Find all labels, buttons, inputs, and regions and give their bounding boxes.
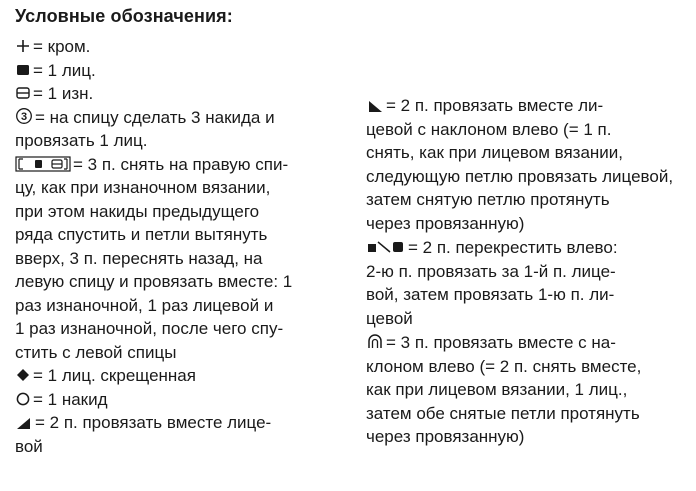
legend-entry-text: = 2 п. провязать вместе лице- xyxy=(35,413,272,432)
legend-entry-text: при этом накиды предыдущего xyxy=(15,201,260,221)
legend-left-column xyxy=(15,35,327,458)
legend-entry-line xyxy=(15,176,327,200)
legend-entry-line xyxy=(15,364,327,388)
legend-entry-text: вверх, 3 п. переснять назад, на xyxy=(15,248,263,268)
legend-entry xyxy=(15,59,327,83)
legend-entry-text: = 2 п. перекрестить влево: xyxy=(408,238,618,257)
legend-entry xyxy=(15,411,327,458)
legend-entry-text: левую спицу и провязать вместе: 1 xyxy=(15,272,293,291)
legend-entry xyxy=(366,94,676,235)
legend-entry-line xyxy=(15,129,327,153)
legend-entry-text: вой, затем провязать 1-ю п. ли- xyxy=(366,285,615,304)
legend-entry-line xyxy=(15,82,327,106)
legend-entry-text: = 1 накид xyxy=(33,389,108,409)
cross-left-icon xyxy=(366,239,406,255)
legend-entry-line xyxy=(366,402,676,426)
legend-title: Условные обозначения: xyxy=(15,6,233,26)
legend-entry-text: цевой с наклоном влево (= 1 п. xyxy=(366,119,612,139)
legend-entry xyxy=(15,106,327,153)
legend-entry-line xyxy=(366,212,676,236)
legend-entry-text: через провязанную) xyxy=(366,427,525,446)
legend-entry-text: 2-ю п. провязать за 1-й п. лице- xyxy=(366,261,616,281)
k2tog-left-icon xyxy=(366,99,384,113)
legend-entry-line xyxy=(366,94,676,118)
legend-entry-text: раз изнаночной, 1 раз лицевой и xyxy=(15,295,274,315)
legend-entry-text: = на спицу сделать 3 накида и xyxy=(35,107,275,127)
three-cell-group-icon xyxy=(15,156,71,172)
circled-three-icon xyxy=(15,107,33,125)
legend-entry-line xyxy=(366,165,676,189)
twisted-knit-icon xyxy=(15,367,31,383)
legend-entry-line xyxy=(15,223,327,247)
legend-entry-line xyxy=(366,378,676,402)
legend-entry-text: провязать 1 лиц. xyxy=(15,131,148,150)
legend-entry-text: клоном влево (= 2 п. снять вместе, xyxy=(366,356,642,376)
legend-entry-text: ряда спустить и петли вытянуть xyxy=(15,225,268,244)
legend-entry-text: = 1 лиц. скрещенная xyxy=(33,366,196,385)
legend-entry-text: = 1 изн. xyxy=(33,84,94,103)
legend-entry-text: стить с левой спицы xyxy=(15,342,177,362)
legend-entry-line xyxy=(15,435,327,459)
legend-entry xyxy=(15,153,327,365)
legend-entry-line xyxy=(15,388,327,412)
legend-entry-text: = 1 лиц. xyxy=(33,60,96,80)
legend-entry-text: затем снятую петлю протянуть xyxy=(366,190,610,209)
knit-square-icon xyxy=(15,62,31,78)
k2tog-right-icon xyxy=(15,416,33,430)
legend-entry-line xyxy=(15,153,327,177)
legend-entry-line xyxy=(366,188,676,212)
legend-entry xyxy=(15,364,327,388)
legend-entry-line xyxy=(15,247,327,271)
legend-entry-text: вой xyxy=(15,436,43,456)
legend-entry xyxy=(15,35,327,59)
legend-entry-line xyxy=(15,317,327,341)
purl-square-icon xyxy=(15,85,31,101)
legend-entry xyxy=(366,236,676,330)
legend-entry-line xyxy=(366,331,676,355)
legend-entry-text: 1 раз изнаночной, после чего спу- xyxy=(15,319,284,338)
legend-entry-line xyxy=(366,118,676,142)
legend-entry-text: = 2 п. провязать вместе ли- xyxy=(386,96,604,115)
svg-text:3: 3 xyxy=(20,110,28,123)
legend-entry-line xyxy=(366,425,676,449)
yarn-over-circle-icon xyxy=(15,391,31,407)
legend-entry-text: = 3 п. снять на правую спи- xyxy=(73,154,289,174)
selvage-plus-icon xyxy=(15,38,31,54)
legend-entry-line xyxy=(15,200,327,224)
legend-entry xyxy=(15,388,327,412)
legend-entry-line xyxy=(366,236,676,260)
legend-entry-line xyxy=(15,270,327,294)
legend-entry xyxy=(15,82,327,106)
legend-entry-text: снять, как при лицевом вязании, xyxy=(366,143,624,162)
legend-entry-line xyxy=(15,59,327,83)
legend-entry-line xyxy=(15,106,327,130)
legend-right-column xyxy=(366,94,676,450)
legend-entry-text: = кром. xyxy=(33,37,91,56)
legend-entry-text: цевой xyxy=(366,308,413,328)
legend-entry-line xyxy=(366,283,676,307)
legend-entry-line xyxy=(15,35,327,59)
legend-entry-line xyxy=(15,411,327,435)
legend-entry-line xyxy=(15,294,327,318)
legend-entry-text: цу, как при изнаночном вязании, xyxy=(15,178,271,197)
legend-entry-line xyxy=(366,355,676,379)
legend-entry-text: через провязанную) xyxy=(366,213,525,233)
legend-entry-text: следующую петлю провязать лицевой, xyxy=(366,166,674,186)
legend-entry-line xyxy=(15,341,327,365)
legend-entry xyxy=(366,331,676,449)
legend-entry-text: затем обе снятые петли протянуть xyxy=(366,403,640,423)
legend-entry-line xyxy=(366,260,676,284)
k3tog-left-icon xyxy=(366,334,384,350)
legend-entry-text: = 3 п. провязать вместе с на- xyxy=(386,333,616,352)
legend-entry-text: как при лицевом вязании, 1 лиц., xyxy=(366,380,628,399)
legend-entry-line xyxy=(366,141,676,165)
legend-entry-line xyxy=(366,307,676,331)
